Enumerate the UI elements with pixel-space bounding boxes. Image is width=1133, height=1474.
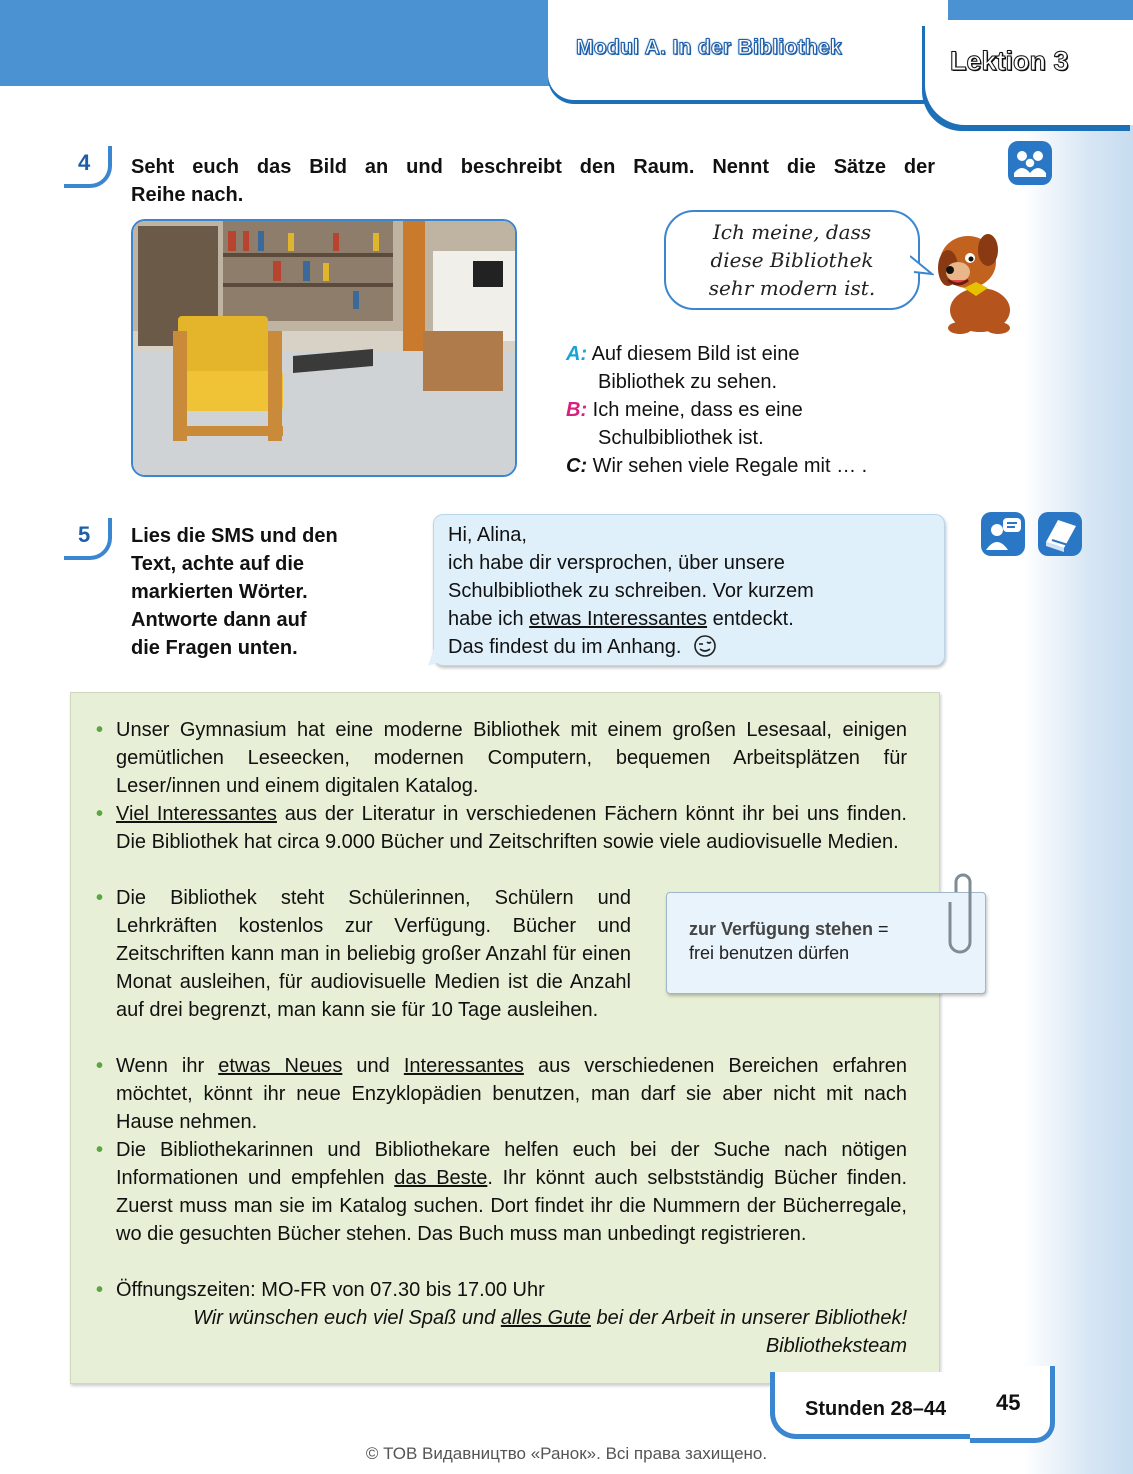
task-5-number: 5 <box>64 518 110 558</box>
group-icon <box>1008 141 1052 185</box>
copyright-notice: © ТОВ Видавництво «Ранок». Всі права захищено. <box>365 1444 768 1463</box>
lesson-title: Lektion 3 <box>950 46 1069 76</box>
task-5-instruction: Lies die SMS und den Text, achte auf die markierten Wörter. Antworte dann auf die Fragen unten. <box>131 525 338 659</box>
answer-line-a-cont: Bibliothek zu sehen. <box>598 371 778 393</box>
sms-message: Hi, Alina, ich habe dir versprochen, über unsere Schulbibliothek zu schreiben. Vor kurzem habe ich etwas Interessantes entdeckt. Das findest du im Anhang. <box>433 514 945 666</box>
page-number: 45 <box>996 1390 1021 1415</box>
module-title: Modul A. In der Bibliothek <box>576 36 843 59</box>
book-icon <box>1038 512 1082 556</box>
vocabulary-note: zur Verfügung stehen = frei benutzen dürfen <box>666 892 986 994</box>
lessons-range: Stunden 28–44 <box>805 1398 947 1420</box>
bullet-5: • Die Bibliothekarinnen und Bibliothekare helfen euch bei der Suche nach nötigen Informationen und empfehlen das Beste. Ihr könnt auch selbstständig Bücher finden. Zuerst muss man sie im Katalog suchen. Dort findet ihr die Nummern der Bücherregale, wo die gesuchten Bücher stehen. Das Buch muss man unbedingt registrieren. <box>96 1139 908 1245</box>
bullet-2: • Viel Interessantes aus der Literatur in verschiedenen Fächern könnt ihr bei uns finden. Die Bibliothek hat circa 9.000 Bücher und Zeitschriften sowie viele audiovisuelle Medien. <box>96 803 907 853</box>
bullet-4: • Wenn ihr etwas Neues und Interessantes aus verschiedenen Bereichen erfahren möchtet, könnt ihr neue Enzyklopädien benutzen, man darf sie aber nicht mit nach Hause nehmen. <box>96 1055 907 1133</box>
bullet-3: • Die Bibliothek steht Schülerinnen, Schülern und Lehrkräften kostenlos zur Verfügung. Bücher und Zeitschriften kann man in beliebig großer Anzahl für einen Monat ausleihen, für audiovisuelle Medien ist die Anzahl auf drei begrenzt, man kann sie für 10 Tage ausleihen. <box>96 887 631 1021</box>
wink-emoji-icon <box>693 634 717 658</box>
answer-line-b: B: Ich meine, dass es eine <box>566 399 803 421</box>
right-side-band <box>1023 0 1133 1474</box>
answer-line-c: C: Wir sehen viele Regale mit … . <box>566 455 868 477</box>
answer-line-a: A: Auf diesem Bild ist eine <box>566 343 800 365</box>
bullet-1: • Unser Gymnasium hat eine moderne Bibliothek mit einem großen Lesesaal, einigen gemütlichen Leseecken, modernen Computern, bequemen Arbeitsplätzen für Leser/innen und einem digitalen Katalog. <box>96 719 907 797</box>
speaking-icon <box>981 512 1025 556</box>
speech-bubble: Ich meine, dass diese Bibliothek sehr modern ist. <box>664 210 920 310</box>
sms-tail <box>424 642 446 668</box>
paperclip-icon <box>948 872 978 958</box>
bullet-6: • Öffnungszeiten: MO-FR von 07.30 bis 17.00 Uhr <box>96 1279 545 1301</box>
dog-mascot-icon <box>930 220 1020 335</box>
answer-line-b-cont: Schulbibliothek ist. <box>598 427 764 449</box>
signature: Bibliotheksteam <box>765 1335 907 1357</box>
task-4-number: 4 <box>64 146 110 186</box>
task-4-instruction: Seht euch das Bild an und beschreibt den Raum. Nennt die Sätze der Reihe nach. <box>131 156 935 206</box>
closing-line: Wir wünschen euch viel Spaß und alles Gute bei der Arbeit in unserer Bibliothek! <box>193 1307 907 1329</box>
library-photo <box>131 219 517 477</box>
